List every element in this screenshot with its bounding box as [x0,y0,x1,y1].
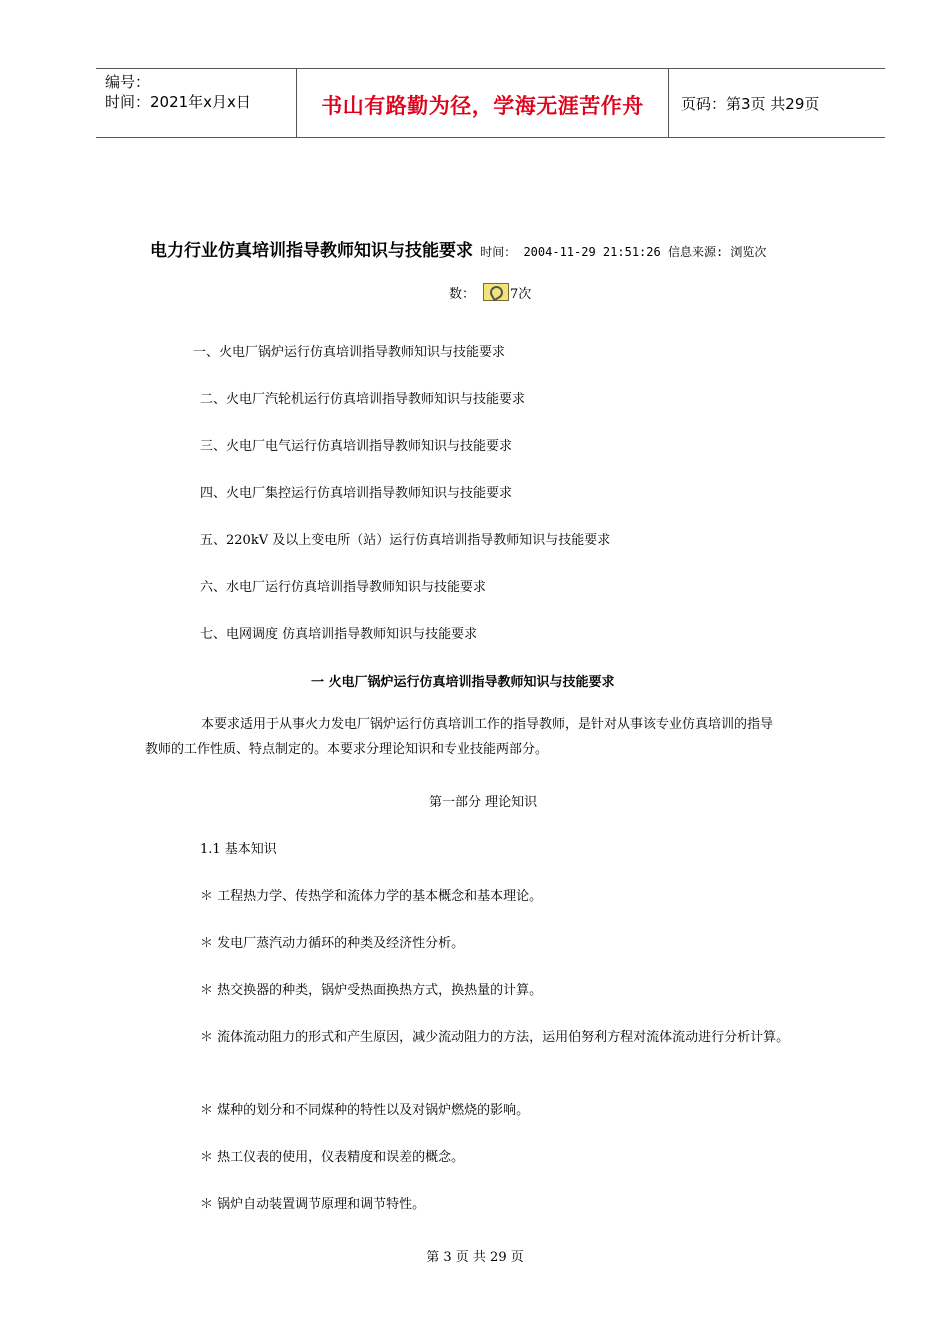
header-motto-cell [297,69,669,137]
toc-item: 五、220kV 及以上变电所（站）运行仿真培训指导教师知识与技能要求 [200,533,611,548]
intro-line: 本要求适用于从事火力发电厂锅炉运行仿真培训工作的指导教师，是针对从事该专业仿真培训的指导 [201,717,774,732]
article-meta: 时间： 2004-11-29 21:51:26 信息来源: 浏览次 [473,245,767,259]
article-title-line [150,236,850,261]
toc-item: 四、火电厂集控运行仿真培训指导教师知识与技能要求 [200,486,513,501]
bullet-item: ＊ 热工仪表的使用，仪表精度和误差的概念。 [200,1150,465,1165]
article-title: 电力行业仿真培训指导教师知识与技能要求 [150,241,473,261]
intro-line: 教师的工作性质、特点制定的。本要求分理论知识和专业技能两部分。 [145,742,549,757]
serial-label: 编号： [105,73,151,91]
page-header [96,68,885,138]
page-footer: 第 3 页 共 29 页 [426,1250,524,1265]
motto: 书山有路勤为径，学海无涯苦作舟 [321,94,644,118]
bullet-item: ＊ 热交换器的种类，锅炉受热面换热方式，换热量的计算。 [200,983,543,998]
toc-item: 七、电网调度 仿真培训指导教师知识与技能要求 [200,627,478,642]
view-count [449,283,531,302]
bullet-item: ＊ 锅炉自动装置调节原理和调节特性。 [200,1197,426,1212]
header-info-cell [96,69,297,137]
toc-item: 三、火电厂电气运行仿真培训指导教师知识与技能要求 [200,439,513,454]
views-prefix: 数： [449,287,476,302]
bullet-item: ＊ 流体流动阻力的形式和产生原因，减少流动阻力的方法，运用伯努利方程对流体流动进行分析计算。 [200,1030,790,1045]
header-page-cell [669,69,885,137]
header-page-number: 页码：第3页 共29页 [681,95,820,113]
counter-icon [483,283,509,301]
part-title: 第一部分 理论知识 [429,795,538,810]
bullet-item: ＊ 煤种的划分和不同煤种的特性以及对锅炉燃烧的影响。 [200,1103,530,1118]
views-count: 7次 [510,287,532,302]
toc-item: 一、火电厂锅炉运行仿真培训指导教师知识与技能要求 [193,345,506,360]
bullet-item: ＊ 发电厂蒸汽动力循环的种类及经济性分析。 [200,936,465,951]
intro-paragraph [145,712,845,762]
section-title: 一 火电厂锅炉运行仿真培训指导教师知识与技能要求 [311,675,615,690]
bullet-item: ＊ 工程热力学、传热学和流体力学的基本概念和基本理论。 [200,889,543,904]
time-label: 时间：2021年x月x日 [105,93,251,111]
toc-item: 二、火电厂汽轮机运行仿真培训指导教师知识与技能要求 [200,392,526,407]
subsection-title: 1.1 基本知识 [200,842,277,857]
toc-item: 六、水电厂运行仿真培训指导教师知识与技能要求 [200,580,487,595]
